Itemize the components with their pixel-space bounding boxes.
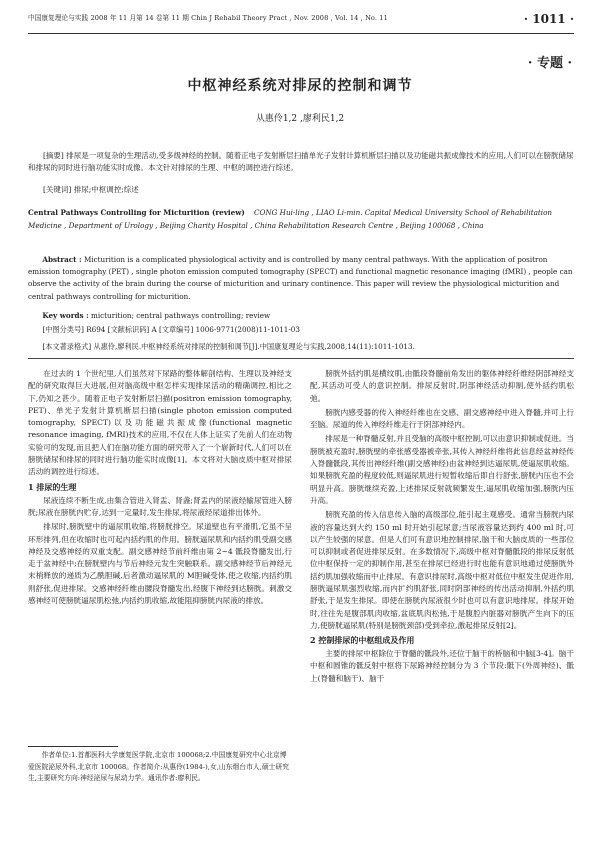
citation-format-line: [本文著录格式] 从惠伶,廖利民.中枢神经系统对排尿的控制和调节[J].中国康复理论与实践,2008,14(11):1011-1013. — [42, 342, 415, 351]
right-column — [310, 368, 574, 687]
paragraph: 尿液连续不断生成,由集合管进入肾盂、肾盏;肾盂内的尿液经输尿管进入膀胱;尿液在膀胱内贮存,达到一定量时,发生排尿,将尿液经尿道排出体外。 — [28, 495, 292, 517]
journal-citation-header: 中国康复理论与实践 2008 年 11 月第 14 卷第 11 期 Chin J Rehabil Theory Pract , Nov. 2008 , Vol. 14 , No. 11 — [28, 14, 388, 22]
chinese-keywords: [关键词] 排尿;中枢调控;综述 — [43, 185, 139, 194]
classification-line: [中图分类号] R694 [文献标识码] A [文章编号] 1006-9771(2008)11-1011-03 — [42, 325, 300, 334]
english-keywords-text: micturition; central pathways controlling; review — [91, 311, 271, 320]
header-divider — [28, 33, 574, 34]
paragraph: 主要的排尿中枢除位于脊髓的骶段外,还位于脑干的桥脑和中脑[3-4]。脑干中枢和圆锥的骶反射中枢将下尿路神经控制分为 3 个节段:骶下(外周神经)、骶上(脊髓和脑干)、脑干 — [310, 649, 574, 683]
article-title: 中枢神经系统对排尿的控制和调节 — [187, 78, 413, 94]
chinese-abstract: [摘要] 排尿是一项复杂的生理活动,受多级神经的控制。随着正电子发射断层扫描单光子发射计算机断层扫描以及功能磁共振成像技术的应用,人们可以在膀胱储尿和排尿的同时进行脑功能实时成像。本文针对排尿的生理、中枢的调控进行综述。 — [28, 151, 574, 173]
author-footnote: 作者单位:1.首都医科大学康复医学院,北京市 100068;2.中国康复研究中心北京博爱医院泌尿外科,北京市 100068。作者简介:从惠伶(1984-),女,山东烟台市人,硕士研究生,主要研究方向:神经泌尿与尿动力学。通讯作者:廖利民。 — [28, 751, 290, 783]
section-heading: 1 排尿的生理 — [28, 481, 77, 492]
english-abstract-label: Abstract : — [42, 255, 82, 264]
section-heading: 2 控制排尿的中枢组成及作用 — [310, 635, 415, 646]
english-keywords — [28, 311, 574, 322]
paragraph: 膀胱内感受器的传入神经纤维也在交感、副交感神经中进入脊髓,并可上行至脑。尿道的传入神经纤维走行于阴部神经内。 — [310, 407, 574, 430]
page-number: · 1011 · — [523, 12, 574, 26]
paragraph: 在过去的 1 个世纪里,人们虽然对下尿路的整体解剖结构、生理以及神经支配的研究取得巨大进展,但对脑高级中枢怎样实现排尿活动的精确调控,相比之下,仍知之甚少。随着正电子发射断层扫描(positron emission tomography, PET)、单光子发射计算机断层扫描(single photon emission computed tomography, SPECT)以及功能磁共振成像(functional magnetic resonance imaging, fMRI)技术的应用,不仅在人体上证实了先前人们在动物实验可的发现,而且把人们在脑功能方面的研究带入了一个崭新时代,人们可以在膀胱储尿和排尿的同时进行脑功能实时成像[1]。本文将对大脑皮质中枢对排尿活动的调控进行综述。 — [28, 369, 292, 477]
english-keywords-label: Key words : — [42, 311, 89, 320]
english-abstract-text: Micturition is a complicated physiological activity and is controlled by many central pathways. With the application of positron emission tomography (PET) , single photon emission computed tomography (SPECT) and functional magnetic resonance imaging (fMRI) , people can observe the activity of the brain during the course of micturition and urinary continence. This paper will review the physiological micturition and central pathways controlling for micturition. — [28, 255, 573, 301]
english-authors-affiliation: CONG Hui-ling , LIAO Li-min. Capital Medical University School of Rehabilitation Medicine , Department of Urology , Beijing Charity Hospital , China Rehabilitation Research Centre , Beijing 100068 , China — [28, 208, 553, 230]
english-title: Central Pathways Controlling for Micturition (review) — [28, 208, 245, 217]
paragraph: 膀胱外括约肌是横纹肌,由骶段脊髓前角发出的躯体神经纤维经阴部神经支配,其活动可受人的意识控制。排尿反射时,阴部神经活动抑制,使外括约肌松弛。 — [310, 369, 574, 403]
section-label: · 专题 · — [527, 56, 572, 71]
footnote-divider — [28, 746, 118, 747]
paragraph: 排尿是一种脊髓反射,并且受脑的高级中枢控制,可以由意识抑制或促进。当膀胱被充盈时,膀胱壁的牵张感受器被牵张,其传入神经纤维将此信息经盆神经传入脊髓骶段,其传出神经纤维(副交感神经)由盆神经到达逼尿肌,使逼尿肌收缩。如果膀胱充盈的程度较低,则逼尿肌进行短暂收缩后即自行舒张,膀胱内压也不会明显升高。膀胱继续充盈,上述排尿反射就频繁发生,逼尿肌收缩加强,膀胱内压升高。 — [310, 434, 574, 505]
paragraph: 膀胱充盈的传入信息传入脑的高级部位,能引起主观感受。通常当膀胱内尿液的容量达到大约 150 ml 时开始引起尿意;当尿液容量达到约 400 ml 时,可以产生较强的尿意。但是人们可有意识地控制排尿,脑干和大脑皮质的一些部位可以抑制或者促进排尿反射。在多数情况下,高级中枢对脊髓骶段的排尿反射低位中枢保持一定的抑制作用,甚至在排尿已经进行时也能有意识地通过使膀胱外括约肌加强收缩而中止排尿。有意识排尿时,高级中枢对低位中枢发生促进作用,膀胱逼尿肌强烈收缩,而内扩约肌舒张,同时阴部神经的传出活动抑制,外括约肌舒张,于是发生排尿。即使在膀胱内尿液很少时也可以有意识地排尿。排尿开始时,往往先是腹部肌肉收缩,盆底肌肉松弛,于是腹腔内脏器对膀胱产生向下的压力,使膀胱逼尿肌(特别是膀胱颈部)受到牵拉,激起排尿反射[2]。 — [310, 510, 574, 630]
article-authors: 从惠伶1,2 ,廖利民1,2 — [255, 114, 345, 124]
english-abstract — [28, 254, 574, 303]
paragraph: 排尿时,膀胱壁中的逼尿肌收缩,将膀胱排空。尿道壁也有平滑肌,它虽不呈环形排列,但在收缩时也可起内括约肌的作用。膀胱逼尿肌和内括约肌受副交感神经及交感神经的双重支配。副交感神经节前纤维由第 2~4 骶段脊髓发出,行走于盆神经中;在膀胱壁内与节后神经元发生突触联系。副交感神经节后神经元末梢释放的递质为乙酰胆碱,后者激动逼尿肌的 M胆碱受体,使之收缩,内括约肌则舒张,促进排尿。交感神经纤维由腰段脊髓发出,经腹下神经到达膀胱。刺激交感神经可使膀胱逼尿肌松弛,内括约肌收缩,故能阻抑膀胱内尿液的排放。 — [28, 522, 292, 605]
english-title-block — [28, 207, 574, 232]
left-column — [28, 368, 292, 609]
abstract-divider — [28, 358, 574, 359]
